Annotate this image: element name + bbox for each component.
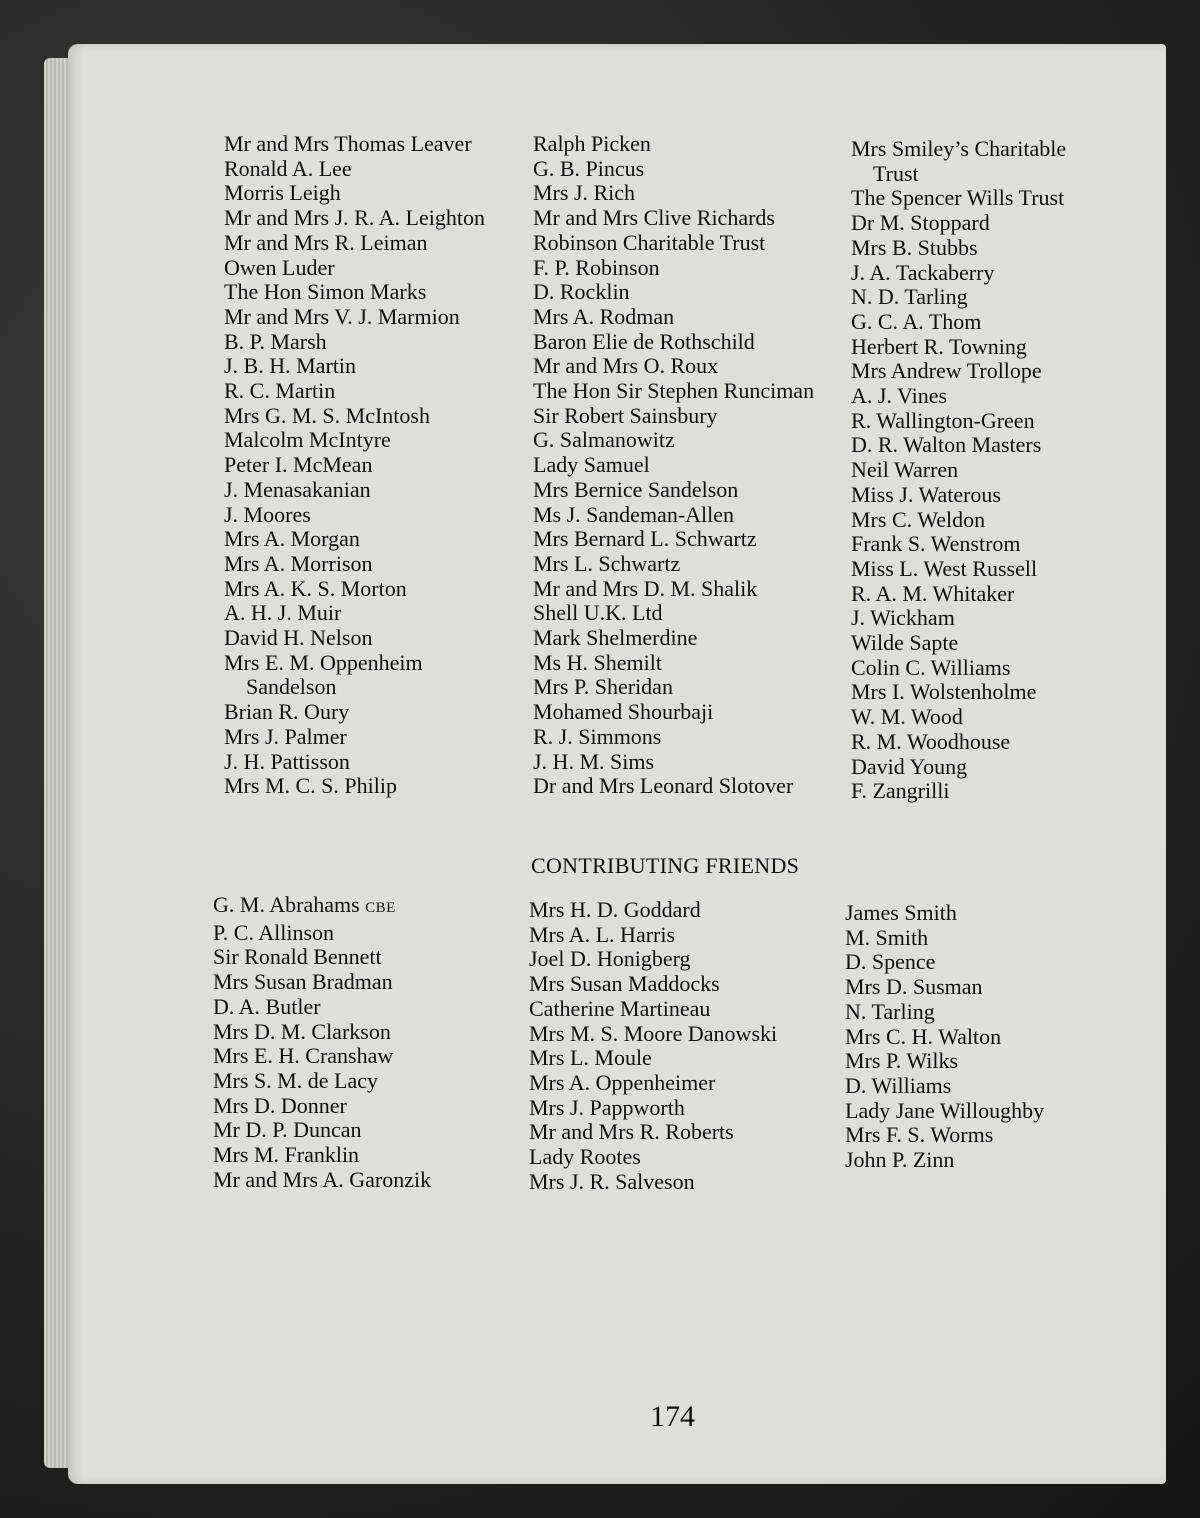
name-entry: J. A. Tackaberry: [851, 259, 995, 285]
name-entry: D. Williams: [845, 1072, 952, 1098]
page-number: 174: [650, 1400, 695, 1433]
name-entry: Mrs A. L. Harris: [529, 921, 676, 947]
name-entry: R. M. Woodhouse: [851, 728, 1011, 754]
name-entry: Lady Jane Willoughby: [845, 1097, 1045, 1123]
honour-text: CBE: [365, 900, 396, 916]
name-entry: Mrs B. Stubbs: [851, 234, 978, 260]
name-entry: Mrs L. Schwartz: [533, 550, 681, 576]
name-entry: Mr and Mrs J. R. A. Leighton: [224, 205, 485, 231]
name-entry: Ms J. Sandeman-Allen: [533, 501, 735, 527]
name-entry: Sir Ronald Bennett: [213, 944, 382, 970]
name-entry: Ms H. Shemilt: [533, 649, 662, 675]
name-entry: W. M. Wood: [851, 704, 963, 730]
name-entry: J. H. Pattisson: [224, 748, 350, 774]
name-text: G. M. Abrahams: [213, 892, 360, 917]
name-entry: Mrs A. Morrison: [224, 550, 373, 576]
name-entry: Colin C. Williams: [851, 654, 1011, 680]
name-entry: Mrs P. Wilks: [845, 1048, 959, 1074]
name-entry: N. D. Tarling: [851, 284, 968, 310]
name-entry: Mrs A. K. S. Morton: [224, 575, 407, 601]
name-entry: Dr and Mrs Leonard Slotover: [533, 773, 794, 799]
name-entry: Mohamed Shourbaji: [533, 699, 714, 725]
name-entry: Mr and Mrs A. Garonzik: [213, 1166, 432, 1192]
name-entry: D. Rocklin: [533, 279, 630, 305]
name-entry: Lady Rootes: [529, 1144, 641, 1170]
name-entry: Mrs C. Weldon: [851, 506, 986, 532]
name-entry: D. Spence: [845, 949, 936, 975]
name-entry: Wilde Sapte: [851, 630, 959, 656]
name-entry: Mrs F. S. Worms: [845, 1122, 994, 1148]
upper-names-column-3: [851, 137, 1113, 804]
name-entry: J. B. H. Martin: [224, 353, 356, 379]
name-entry: Catherine Martineau: [529, 995, 711, 1021]
name-entry: James Smith: [845, 900, 957, 925]
name-entry: Baron Elie de Rothschild: [533, 328, 755, 354]
name-entry: Malcolm McIntyre: [224, 427, 391, 453]
name-entry: Lady Samuel: [533, 452, 650, 478]
name-entry: Joel D. Honigberg: [529, 946, 691, 972]
name-entry: Mrs H. D. Goddard: [529, 897, 701, 922]
name-entry: Mr and Mrs R. Roberts: [529, 1119, 734, 1145]
name-entry: Mr and Mrs V. J. Marmion: [224, 303, 460, 329]
name-entry: Mr and Mrs O. Roux: [533, 353, 719, 379]
name-entry: Mrs J. R. Salveson: [529, 1168, 695, 1194]
lower-names-column-2: [529, 898, 829, 1194]
name-entry: Mrs Susan Bradman: [213, 969, 393, 995]
name-entry: Mr and Mrs Thomas Leaver: [224, 131, 472, 156]
name-entry: D. A. Butler: [213, 993, 321, 1019]
name-entry: Mrs Bernard L. Schwartz: [533, 526, 757, 552]
name-entry: R. J. Simmons: [533, 723, 662, 749]
name-entry: F. P. Robinson: [533, 254, 660, 280]
name-entry: Mrs A. Rodman: [533, 303, 675, 329]
name-entry: Mrs Andrew Trollope: [851, 358, 1042, 384]
name-entry: Mrs A. Morgan: [224, 526, 360, 552]
name-entry: Mrs E. M. Oppenheim Sandelson: [224, 649, 423, 700]
name-entry: Herbert R. Towning: [851, 333, 1027, 359]
name-entry: Neil Warren: [851, 457, 959, 483]
name-entry: David H. Nelson: [224, 625, 373, 651]
name-entry: G. C. A. Thom: [851, 308, 982, 334]
name-entry: Mrs D. M. Clarkson: [213, 1018, 391, 1044]
name-entry: D. R. Walton Masters: [851, 432, 1042, 458]
contributing-friends-heading: CONTRIBUTING FRIENDS: [531, 853, 800, 878]
name-entry: Mrs A. Oppenheimer: [529, 1069, 716, 1095]
name-entry: Mrs Bernice Sandelson: [533, 476, 739, 502]
name-entry: Peter I. McMean: [224, 452, 373, 478]
name-entry: [213, 893, 513, 921]
name-entry: Mrs I. Wolstenholme: [851, 679, 1037, 705]
name-entry: Miss J. Waterous: [851, 481, 1001, 507]
name-entry: Mr D. P. Duncan: [213, 1117, 362, 1143]
name-entry: Mrs M. S. Moore Danowski: [529, 1020, 778, 1046]
name-entry: A. J. Vines: [851, 383, 948, 409]
name-entry: Owen Luder: [224, 254, 335, 280]
name-entry: Mrs S. M. de Lacy: [213, 1067, 378, 1093]
name-entry: The Hon Simon Marks: [224, 279, 427, 305]
lower-names-column-3: [845, 901, 1095, 1173]
name-entry: G. Salmanowitz: [533, 427, 675, 453]
name-entry: Ralph Picken: [533, 131, 651, 156]
name-entry: Mrs P. Sheridan: [533, 674, 673, 700]
name-entry: Mr and Mrs R. Leiman: [224, 229, 428, 255]
name-entry: Shell U.K. Ltd: [533, 600, 663, 626]
name-entry: Mrs D. Susman: [845, 974, 983, 1000]
name-entry: The Spencer Wills Trust: [851, 185, 1065, 211]
name-entry: David Young: [851, 753, 968, 779]
name-entry: Brian R. Oury: [224, 699, 350, 725]
name-entry: G. B. Pincus: [533, 155, 645, 181]
name-entry: J. Moores: [224, 501, 311, 527]
name-entry: Mr and Mrs D. M. Shalik: [533, 575, 758, 601]
name-entry: Mrs Smiley’s Charitable Trust: [851, 136, 1067, 186]
name-entry: Mrs M. Franklin: [213, 1142, 360, 1168]
name-entry: Mrs M. C. S. Philip: [224, 773, 397, 799]
name-entry: R. Wallington-Green: [851, 407, 1035, 433]
name-entry: Mrs L. Moule: [529, 1045, 652, 1071]
name-entry: Mrs J. Rich: [533, 180, 636, 206]
name-entry: The Hon Sir Stephen Runciman: [533, 378, 815, 404]
name-entry: R. C. Martin: [224, 378, 336, 404]
name-entry: F. Zangrilli: [851, 778, 950, 804]
name-entry: Mrs D. Donner: [213, 1092, 347, 1118]
name-entry: Robinson Charitable Trust: [533, 229, 766, 255]
name-entry: Mrs J. Pappworth: [529, 1094, 685, 1120]
name-entry: J. Menasakanian: [224, 476, 371, 502]
name-entry: Mrs C. H. Walton: [845, 1023, 1002, 1049]
name-entry: B. P. Marsh: [224, 328, 327, 354]
name-entry: Mrs E. H. Cranshaw: [213, 1043, 394, 1069]
name-entry: J. H. M. Sims: [533, 748, 655, 774]
name-entry: Mrs J. Palmer: [224, 723, 347, 749]
name-entry: Ronald A. Lee: [224, 155, 352, 181]
name-entry: N. Tarling: [845, 998, 935, 1024]
name-entry: Mr and Mrs Clive Richards: [533, 205, 775, 231]
upper-names-column-1: [224, 132, 514, 799]
name-entry: Morris Leigh: [224, 180, 341, 206]
name-entry: Mark Shelmerdine: [533, 625, 698, 651]
name-entry: Sir Robert Sainsbury: [533, 402, 718, 428]
name-entry: A. H. J. Muir: [224, 600, 342, 626]
lower-names-column-1: [213, 893, 513, 1192]
name-entry: Dr M. Stoppard: [851, 210, 990, 236]
name-entry: Mrs G. M. S. McIntosh: [224, 402, 430, 428]
name-entry: J. Wickham: [851, 605, 955, 631]
name-entry: Mrs Susan Maddocks: [529, 971, 720, 997]
name-entry: M. Smith: [845, 924, 929, 950]
name-entry: P. C. Allinson: [213, 919, 335, 945]
name-entry: John P. Zinn: [845, 1147, 955, 1173]
name-entry: Miss L. West Russell: [851, 555, 1038, 581]
upper-names-column-2: [533, 132, 838, 799]
name-entry: R. A. M. Whitaker: [851, 580, 1015, 606]
name-entry: Frank S. Wenstrom: [851, 531, 1021, 557]
